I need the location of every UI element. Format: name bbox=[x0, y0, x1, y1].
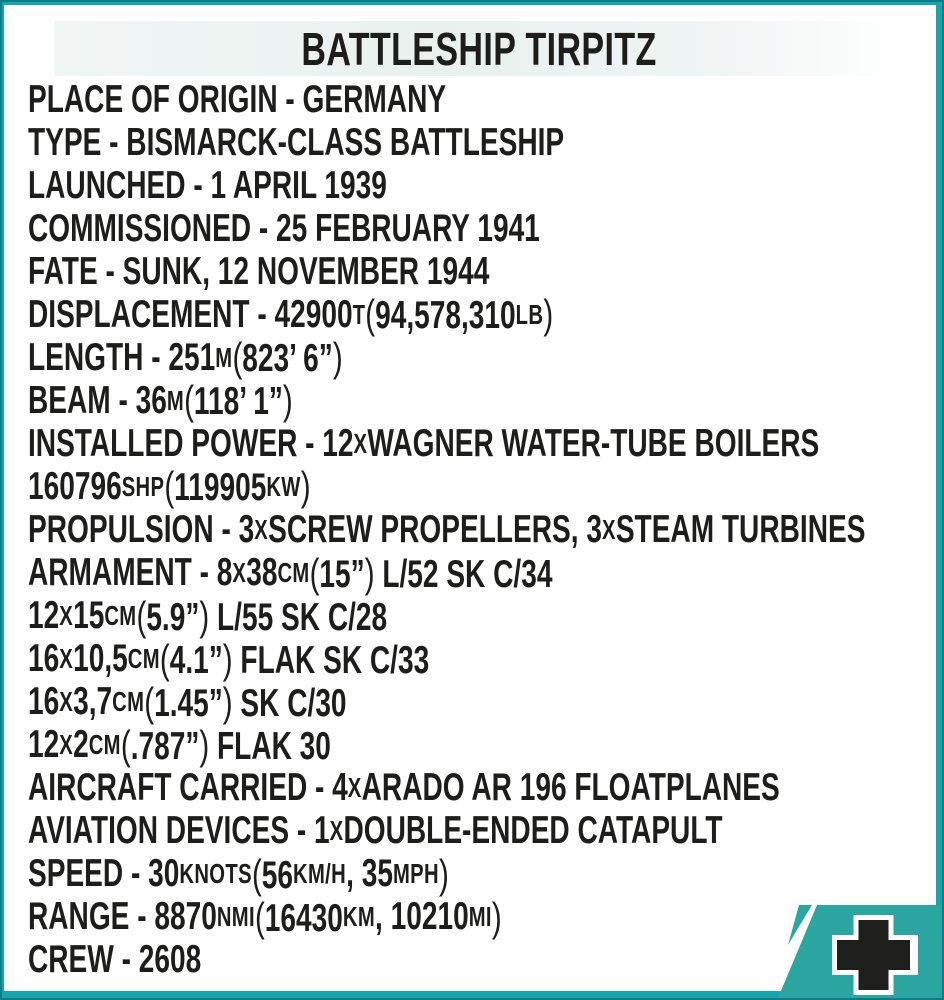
spec-line bbox=[28, 893, 682, 940]
spec-list bbox=[28, 78, 936, 982]
spec-line bbox=[28, 379, 682, 422]
spec-text: CM bbox=[277, 557, 310, 589]
spec-line bbox=[28, 721, 682, 768]
spec-text: CM bbox=[104, 600, 137, 632]
spec-text: LAUNCHED - 1 APRIL 1939 bbox=[28, 163, 387, 207]
spec-text: PLACE OF ORIGIN - GERMANY bbox=[28, 77, 447, 121]
spec-line bbox=[28, 635, 682, 682]
spec-text: KW bbox=[266, 470, 301, 502]
spec-text: (1.45”) SK C/30 bbox=[144, 678, 347, 725]
spec-text: X bbox=[601, 513, 616, 545]
spec-line bbox=[28, 121, 682, 164]
spec-text: TYPE - BISMARCK-CLASS BATTLESHIP bbox=[28, 120, 565, 164]
spec-text: (15”) L/52 SK C/34 bbox=[309, 549, 553, 596]
title-band bbox=[54, 21, 904, 76]
spec-line bbox=[28, 678, 682, 725]
spec-text: KM/H bbox=[293, 858, 347, 890]
spec-text: PROPULSION - 3 bbox=[28, 508, 255, 551]
spec-text: 12 bbox=[28, 723, 60, 767]
spec-text: T bbox=[352, 298, 366, 330]
spec-text: SPEED - 30 bbox=[28, 852, 180, 896]
spec-line bbox=[28, 421, 820, 465]
spec-text: RANGE - 8870 bbox=[28, 895, 217, 939]
spec-text: CREW - 2608 bbox=[28, 938, 202, 982]
spec-text: MPH bbox=[392, 858, 439, 890]
spec-text: 3,7 bbox=[73, 680, 113, 724]
spec-text: X bbox=[59, 643, 74, 675]
spec-text: 38 bbox=[246, 551, 278, 595]
spec-text: INSTALLED POWER - 12 bbox=[28, 421, 354, 465]
spec-text: X bbox=[254, 513, 269, 545]
spec-text: DOUBLE-ENDED CATAPULT bbox=[343, 809, 723, 853]
spec-text: KM bbox=[342, 901, 376, 933]
spec-text: (5.9”) L/55 SK C/28 bbox=[136, 592, 388, 639]
spec-line bbox=[28, 336, 682, 379]
spec-text: ) bbox=[438, 850, 449, 897]
spec-text: (94,578,310 bbox=[365, 291, 516, 338]
spec-line bbox=[28, 164, 682, 207]
spec-line bbox=[28, 850, 682, 897]
spec-line bbox=[28, 508, 866, 551]
spec-text: (119905 bbox=[164, 463, 267, 510]
german-cross-emblem bbox=[774, 895, 942, 998]
spec-text: WAGNER WATER-TUBE BOILERS bbox=[367, 421, 820, 465]
spec-text: , 10210 bbox=[375, 895, 469, 939]
spec-text: ) bbox=[491, 893, 502, 940]
spec-text: 2 bbox=[73, 723, 89, 767]
spec-text: LB bbox=[515, 298, 544, 330]
spec-text: FATE - SUNK, 12 NOVEMBER 1944 bbox=[28, 249, 490, 293]
spec-text: X bbox=[59, 686, 74, 718]
spec-text: SCREW PROPELLERS, 3 bbox=[268, 508, 602, 551]
spec-text: (823’ 6”) bbox=[232, 334, 343, 381]
spec-text: CM bbox=[88, 729, 121, 761]
spec-line bbox=[28, 465, 682, 508]
spec-text: X bbox=[59, 729, 74, 761]
spec-text: 10,5 bbox=[73, 637, 128, 681]
spec-text: X bbox=[347, 772, 362, 804]
spec-text: , 35 bbox=[346, 852, 393, 896]
spec-text: SHP bbox=[121, 470, 165, 502]
spec-text: DISPLACEMENT - 42900 bbox=[28, 292, 353, 336]
teal-frame bbox=[2, 2, 942, 998]
spec-text: NMI bbox=[216, 901, 255, 933]
spec-text: M bbox=[166, 384, 185, 416]
spec-text: X bbox=[353, 427, 368, 459]
spec-text: KNOTS bbox=[179, 858, 252, 890]
spec-text: (16430 bbox=[254, 893, 343, 940]
spec-text: CM bbox=[112, 686, 145, 718]
spec-text: (118’ 1”) bbox=[184, 377, 293, 424]
spec-text: (4.1”) FLAK SK C/33 bbox=[159, 635, 430, 682]
spec-text: BEAM - 36 bbox=[28, 378, 167, 422]
spec-text: X bbox=[232, 557, 247, 589]
spec-line bbox=[28, 207, 682, 250]
spec-text: 16 bbox=[28, 680, 60, 724]
spec-text: MI bbox=[468, 901, 492, 933]
spec-text: STEAM TURBINES bbox=[615, 508, 866, 551]
spec-line bbox=[28, 809, 723, 853]
spec-text: M bbox=[215, 341, 233, 373]
spec-line bbox=[28, 250, 682, 293]
spec-line bbox=[28, 78, 682, 121]
spec-text: (.787”) FLAK 30 bbox=[120, 721, 331, 768]
spec-text: 15 bbox=[73, 594, 105, 638]
spec-text: 160796 bbox=[28, 464, 122, 508]
spec-line bbox=[28, 939, 682, 982]
spec-line bbox=[28, 549, 682, 596]
spec-sheet bbox=[4, 5, 936, 991]
spec-line bbox=[28, 592, 682, 639]
spec-line bbox=[28, 766, 780, 810]
spec-text: X bbox=[329, 815, 344, 847]
spec-text: AVIATION DEVICES - 1 bbox=[28, 809, 330, 853]
spec-text: ) bbox=[300, 463, 311, 510]
spec-text: X bbox=[59, 600, 74, 632]
spec-line bbox=[28, 293, 682, 336]
page-title: BATTLESHIP TIRPITZ bbox=[301, 22, 657, 75]
spec-text: 12 bbox=[28, 594, 60, 638]
spec-text: CM bbox=[127, 643, 160, 675]
spec-text: ) bbox=[543, 291, 554, 338]
spec-text: AIRCRAFT CARRIED - 4 bbox=[28, 766, 348, 810]
spec-text: COMMISSIONED - 25 FEBRUARY 1941 bbox=[28, 206, 540, 250]
spec-text: 16 bbox=[28, 637, 60, 681]
spec-text: ARADO AR 196 FLOATPLANES bbox=[361, 766, 780, 810]
spec-text: LENGTH - 251 bbox=[28, 335, 216, 379]
spec-text: (56 bbox=[251, 850, 294, 897]
spec-text: ARMAMENT - 8 bbox=[28, 551, 233, 595]
